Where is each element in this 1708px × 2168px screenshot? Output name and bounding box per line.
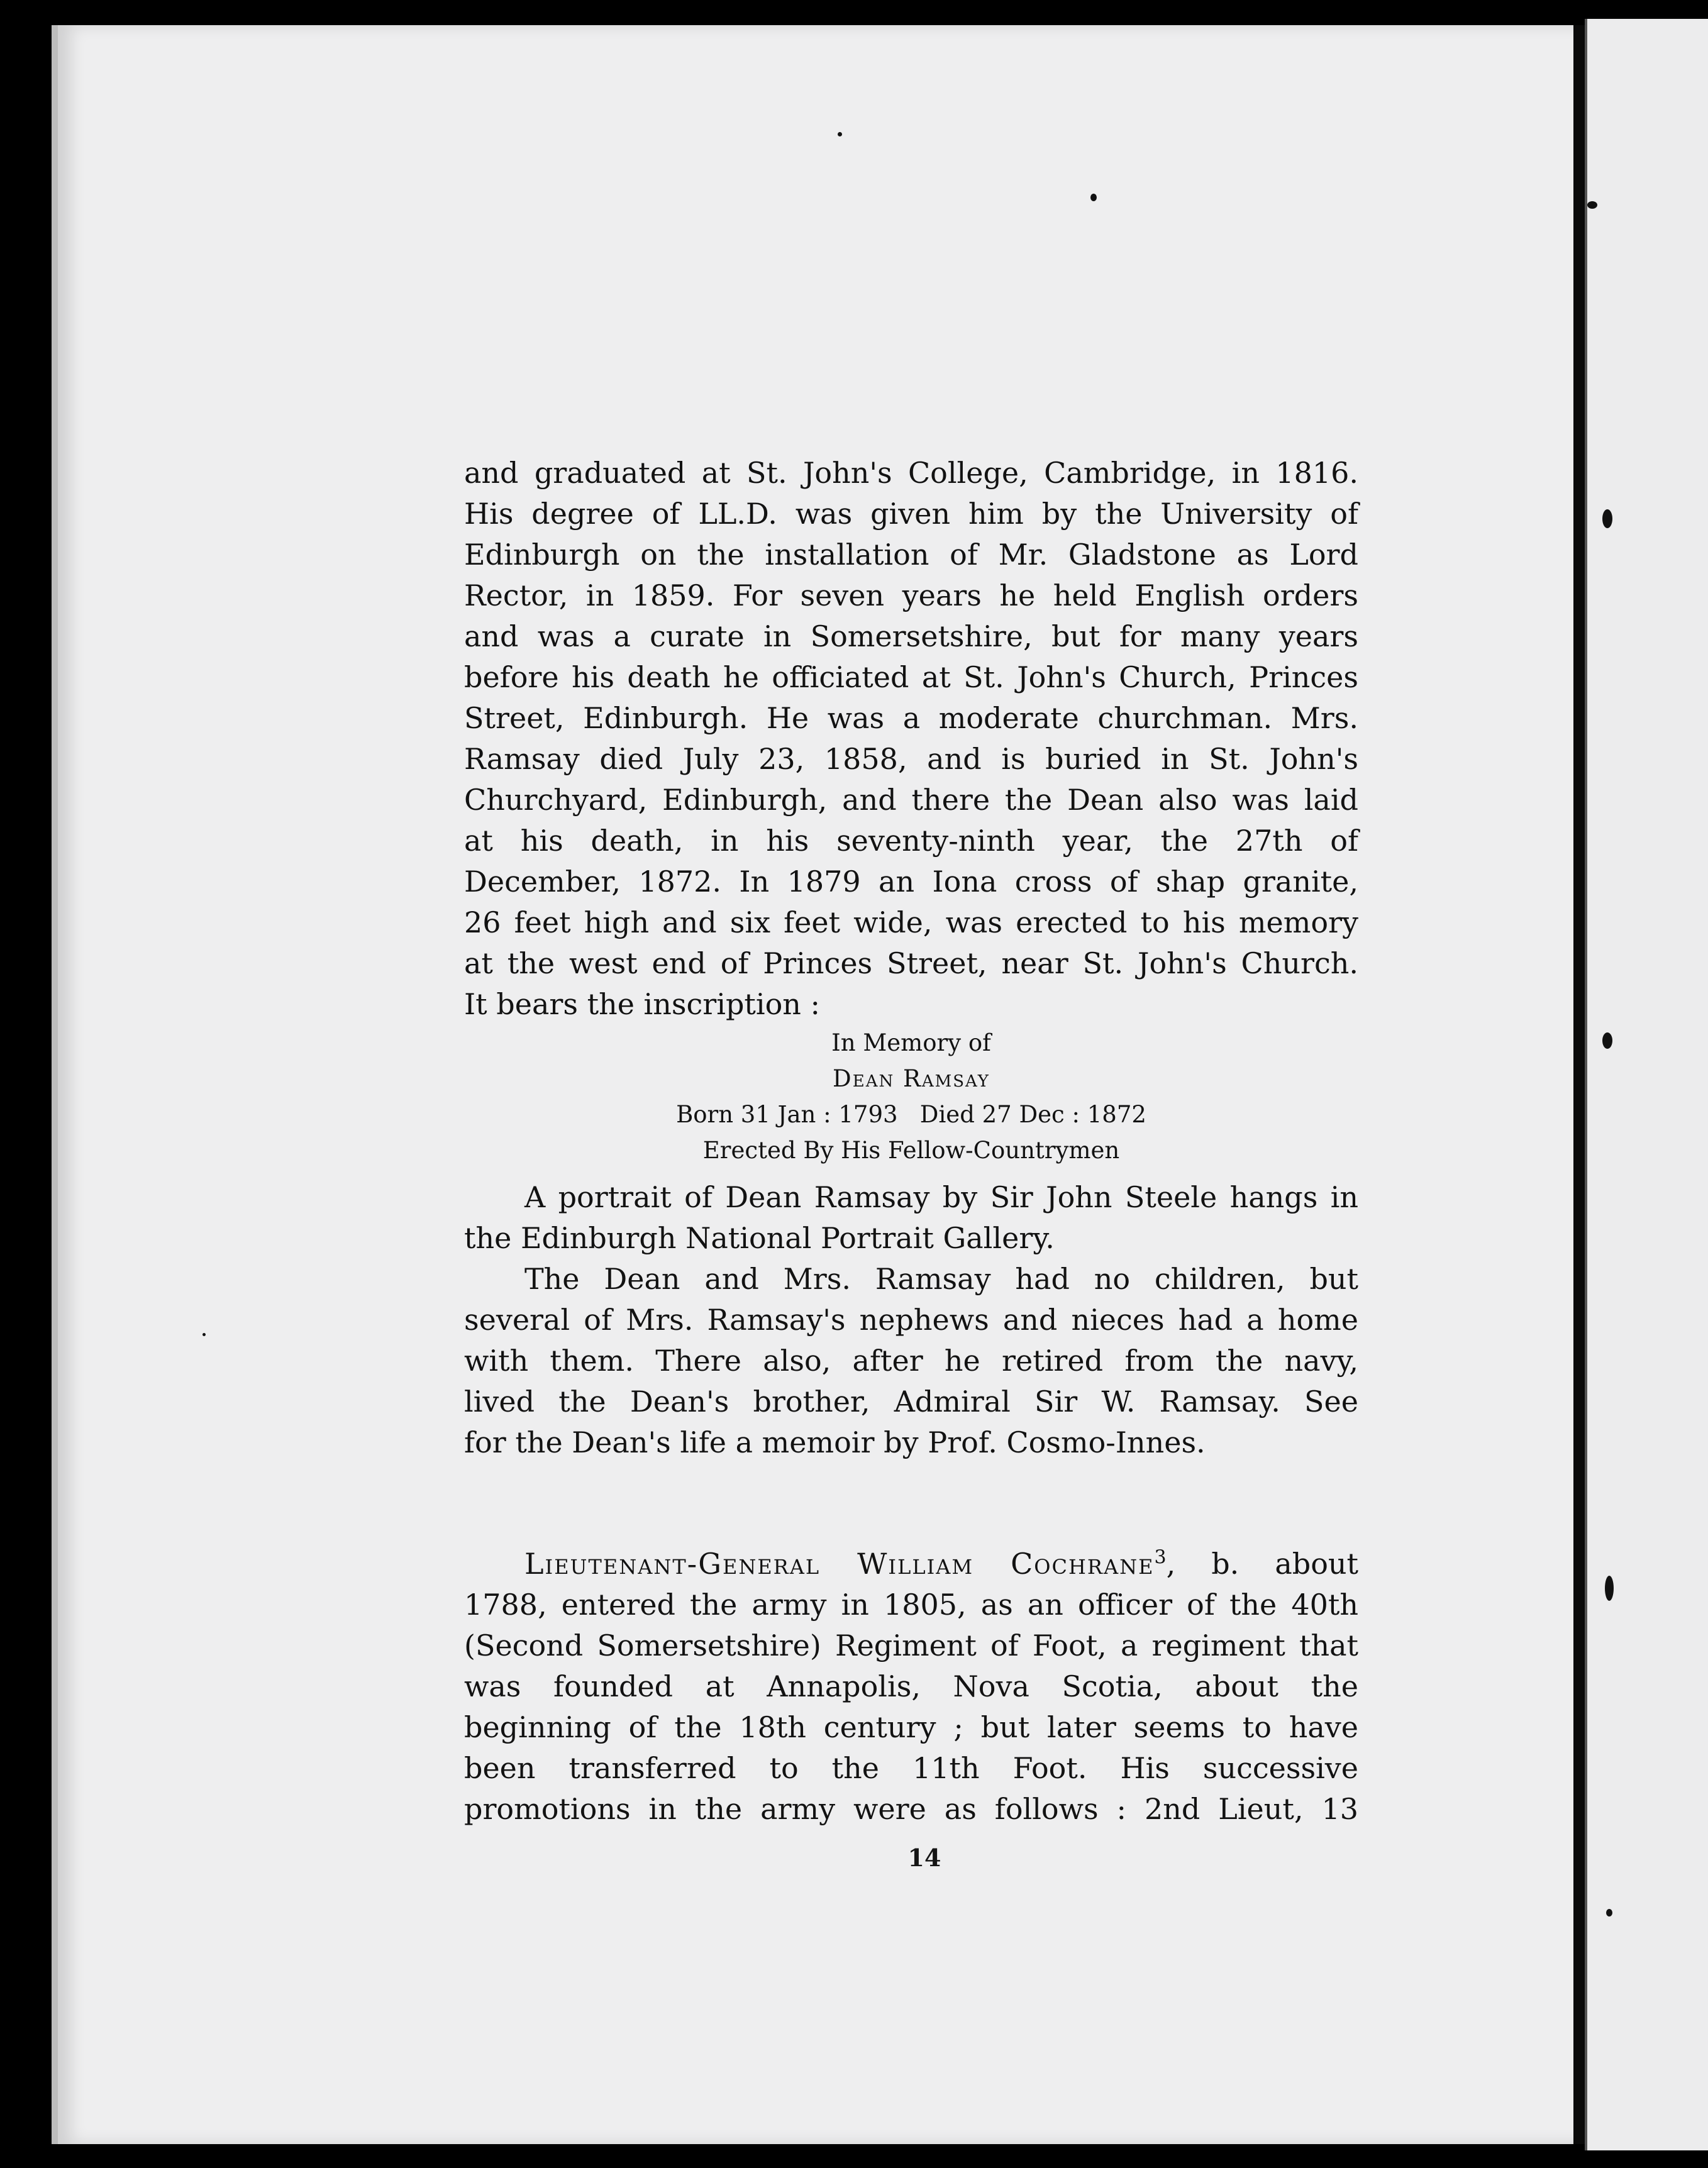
text-line: Edinburgh on the installation of Mr. Gladstone as Lord — [464, 538, 1358, 572]
paragraph-portrait — [464, 1177, 1358, 1259]
ink-speck — [1602, 1032, 1612, 1049]
text-line: at the west end of Princes Street, near St. John's Church. — [464, 946, 1358, 980]
ink-speck — [1605, 1576, 1614, 1601]
ink-speck — [838, 132, 842, 136]
text-line: His degree of LL.D. was given him by the University of — [464, 497, 1358, 531]
inscription-line: Erected By His Fellow-Countrymen — [702, 1137, 1120, 1164]
text-line: It bears the inscription : — [464, 987, 821, 1021]
text-line: and was a curate in Somersetshire, but for many years — [464, 619, 1358, 653]
paragraph-spacer — [464, 1168, 1358, 1177]
paragraph-william-cochrane — [464, 1544, 1358, 1830]
text-line: Rector, in 1859. For seven years he held English orders — [464, 578, 1358, 612]
text-line: with them. There also, after he retired from the navy, — [464, 1344, 1358, 1378]
text-line: and graduated at St. John's College, Cambridge, in 1816. — [464, 456, 1358, 490]
text-line: 26 feet high and six feet wide, was erected to his memory — [464, 905, 1358, 939]
page-number: 14 — [907, 1844, 941, 1872]
text-line: was founded at Annapolis, Nova Scotia, about the — [464, 1669, 1358, 1703]
ink-speck — [1606, 1909, 1612, 1916]
text-line: (Second Somersetshire) Regiment of Foot, a regiment that — [464, 1629, 1358, 1662]
text-line: lived the Dean's brother, Admiral Sir W. Ramsay. See — [464, 1385, 1358, 1419]
text-line — [464, 1544, 1358, 1585]
ink-speck — [1090, 194, 1097, 201]
entry-name: Lieutenant-General William Cochrane — [524, 1547, 1155, 1581]
entry-first-line-rest: , b. about — [1166, 1547, 1358, 1581]
adjacent-page-edge — [1585, 19, 1708, 2150]
text-line: December, 1872. In 1879 an Iona cross of shap granite, — [464, 865, 1358, 899]
memorial-inscription — [464, 1025, 1358, 1168]
text-line: at his death, in his seventy-ninth year, the 27th of — [464, 824, 1358, 858]
text-line: A portrait of Dean Ramsay by Sir John Steele hangs in — [524, 1180, 1358, 1214]
text-line: before his death he officiated at St. John's Church, Princes — [464, 660, 1358, 694]
page-gutter — [1573, 25, 1585, 2144]
text-line: promotions in the army were as follows : 2nd Lieut, 13 — [464, 1792, 1358, 1826]
ink-speck — [1587, 201, 1597, 209]
text-line: beginning of the 18th century ; but later seems to have — [464, 1710, 1358, 1744]
inscription-name: Dean Ramsay — [833, 1065, 990, 1092]
text-line: for the Dean's life a memoir by Prof. Cosmo-Innes. — [464, 1425, 1206, 1459]
inscription-line: In Memory of — [831, 1029, 991, 1056]
paragraph-dean-ramsay-biography — [464, 453, 1358, 1025]
text-line: Churchyard, Edinburgh, and there the Dean also was laid — [464, 783, 1358, 817]
paragraph-household — [464, 1259, 1358, 1463]
text-line: the Edinburgh National Portrait Gallery. — [464, 1221, 1055, 1255]
footnote-mark: 3 — [1154, 1546, 1167, 1569]
text-line: The Dean and Mrs. Ramsay had no children, but — [524, 1262, 1358, 1296]
page-text — [464, 453, 1358, 1830]
ink-speck — [202, 1333, 206, 1336]
inscription-dates: Born 31 Jan : 1793 Died 27 Dec : 1872 — [676, 1101, 1146, 1128]
text-line: Street, Edinburgh. He was a moderate churchman. Mrs. — [464, 701, 1358, 735]
section-spacer — [464, 1463, 1358, 1544]
text-line: 1788, entered the army in 1805, as an officer of the 40th — [464, 1588, 1358, 1622]
text-line: Ramsay died July 23, 1858, and is buried in St. John's — [464, 742, 1358, 776]
text-line: been transferred to the 11th Foot. His successive — [464, 1751, 1358, 1785]
text-line: several of Mrs. Ramsay's nephews and nieces had a home — [464, 1303, 1358, 1337]
ink-speck — [1602, 509, 1612, 528]
